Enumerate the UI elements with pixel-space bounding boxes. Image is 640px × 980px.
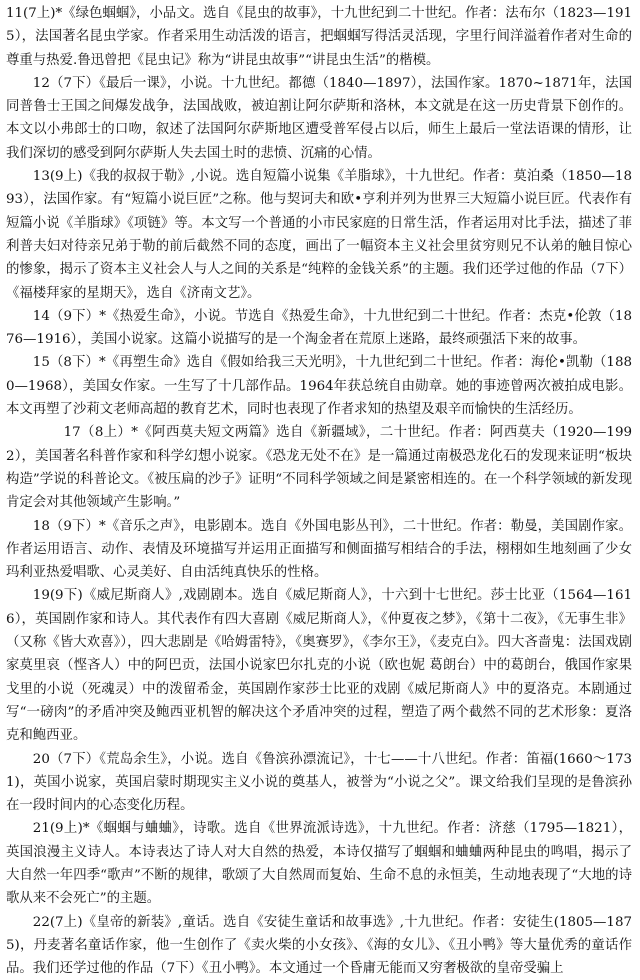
entry-11: 11(7上)*《绿色蝈蝈》，小品文。选自《昆虫的故事》，十九世纪到二十世纪。作者：法布尔（1823—1915），法国著名昆虫学家。作者采用生动活泼的语言，把蝈蝈写得活灵活现，字里行间洋溢着作者对生命的尊重与热爱.鲁迅曾把《昆虫记》称为“讲昆虫故事”“讲昆虫生活”的楷模。 <box>6 6 632 68</box>
entry-22: 22(7上)《皇帝的新装》,童话。选自《安徒生童话和故事选》,十九世纪。作者：安徒生(1805—1875)，丹麦著名童话作家，他一生创作了《卖火柴的小女孩》、《海的女儿》、《丑小鸭》等大量优秀的童话作品。我们还学过他的作品（7下）《丑小鸭》。本文通过一个昏庸无能而又穷奢极欲的皇帝受骗上 <box>6 914 632 977</box>
entry-21: 21(9上)*《蝈蝈与蛐蛐》，诗歌。选自《世界流派诗选》，十九世纪。作者：济慈（1795—1821），英国浪漫主义诗人。本诗表达了诗人对大自然的热爱，本诗仅描写了蝈蝈和蛐蛐两种昆虫的鸣唱，揭示了大自然一年四季“歌声”不断的规律，歌颂了大自然周而复始、生命不息的永恒美，生动地表现了“大地的诗歌从来不会死亡”的主题。 <box>6 821 632 907</box>
entry-18: 18（9下）*《音乐之声》，电影剧本。选自《外国电影丛刊》，二十世纪。作者：勒曼，美国剧作家。作者运用语言、动作、表情及环境描写并运用正面描写和侧面描写相结合的手法，栩栩如生地刻画了少女玛利亚热爱唱歌、心灵美好、自由活纯真快乐的性格。 <box>6 518 632 581</box>
entry-17: 17（8上）*《阿西莫夫短文两篇》选自《新疆域》，二十世纪。作者：阿西莫夫（1920—1992），美国著名科普作家和科学幻想小说家。《恐龙无处不在》是一篇通过南极恐龙化石的发现来证明“板块构造”学说的科普论文。《被压扁的沙子》证明“不同科学领域之间是紧密相连的。在一个科学领域的新发现肯定会对其他领域产生影响。” <box>6 425 632 511</box>
document-page <box>6 2 632 980</box>
entry-19: 19(9下)《威尼斯商人》,戏剧剧本。选自《威尼斯商人》，十六到十七世纪。莎士比亚（1564—1616），英国剧作家和诗人。其代表作有四大喜剧《威尼斯商人》，《仲夏夜之梦》，《第十二夜》，《无事生非》（又称《皆大欢喜》），四大悲剧是《哈姆雷特》，《奥赛罗》，《李尔王》，《麦克白》。四大吝啬鬼：法国戏剧家莫里哀（悭吝人）中的阿巴贡，法国小说家巴尔扎克的小说（欧也妮 葛朗台）中的葛朗台，俄国作家果戈里的小说（死魂灵）中的泼留希金，英国剧作家莎士比亚的戏剧《威尼斯商人》中的夏洛克。本剧通过写“一磅肉”的矛盾冲突及鲍西亚机智的解决这个矛盾冲突的过程，塑造了两个截然不同的艺术形象：夏洛克和鲍西亚。 <box>6 588 632 744</box>
entry-13: 13(9上)《我的叔叔于勒》,小说。选自短篇小说集《羊脂球》，十九世纪。作者：莫泊桑（1850—1893），法国作家。有“短篇小说巨匠”之称。他与契诃夫和欧•亨利并列为世界三大短篇小说巨匠。代表作有短篇小说《羊脂球》《项链》等。本文写一个普通的小市民家庭的日常生活，作者运用对比手法，描述了菲利普夫妇对待亲兄弟于勒的前后截然不同的态度，画出了一幅资本主义社会里贫穷则兄不认弟的触目惊心的惨象，揭示了资本主义社会人与人之间的关系是“纯粹的金钱关系”的主题。我们还学过他的作品（7下）《福楼拜家的星期天》，选自《济南文艺》。 <box>6 169 632 301</box>
entry-20: 20（7下）《荒岛余生》，小说。选自《鲁滨孙漂流记》，十七——十八世纪。作者：笛福(1660～1731)，英国小说家，英国启蒙时期现实主义小说的奠基人，被誉为“小说之父”。课文给我们呈现的是鲁滨孙在一段时间内的心态变化历程。 <box>6 751 632 814</box>
entry-12: 12（7下）《最后一课》，小说。十九世纪。都德（1840—1897），法国作家。1870~1871年，法国同普鲁士王国之间爆发战争，法国战败，被迫割让阿尔萨斯和洛林，本文就是在这一历史背景下创作的。本文以小弗郎士的口吻，叙述了法国阿尔萨斯地区遭受普军侵占以后，师生上最后一堂法语课的情形，让我们深切的感受到阿尔萨斯人失去国土时的悲愤、沉痛的心情。 <box>6 75 632 161</box>
entry-14: 14（9下）*《热爱生命》，小说。节选自《热爱生命》，十九世纪到二十世纪。作者：杰克•伦敦（1876—1916），美国小说家。这篇小说描写的是一个淘金者在荒原上迷路，最终顽强活下来的故事。 <box>6 308 632 348</box>
entry-15: 15（8下）*《再塑生命》选自《假如给我三天光明》，十九世纪到二十世纪。作者：海伦•凯勒（1880—1968），美国女作家。一生写了十几部作品。1964年获总统自由勋章。她的事迹曾两次被拍成电影。本文再塑了沙莉文老师高超的教育艺术，同时也表现了作者求知的热望及艰辛而愉快的生活经历。 <box>6 355 632 418</box>
